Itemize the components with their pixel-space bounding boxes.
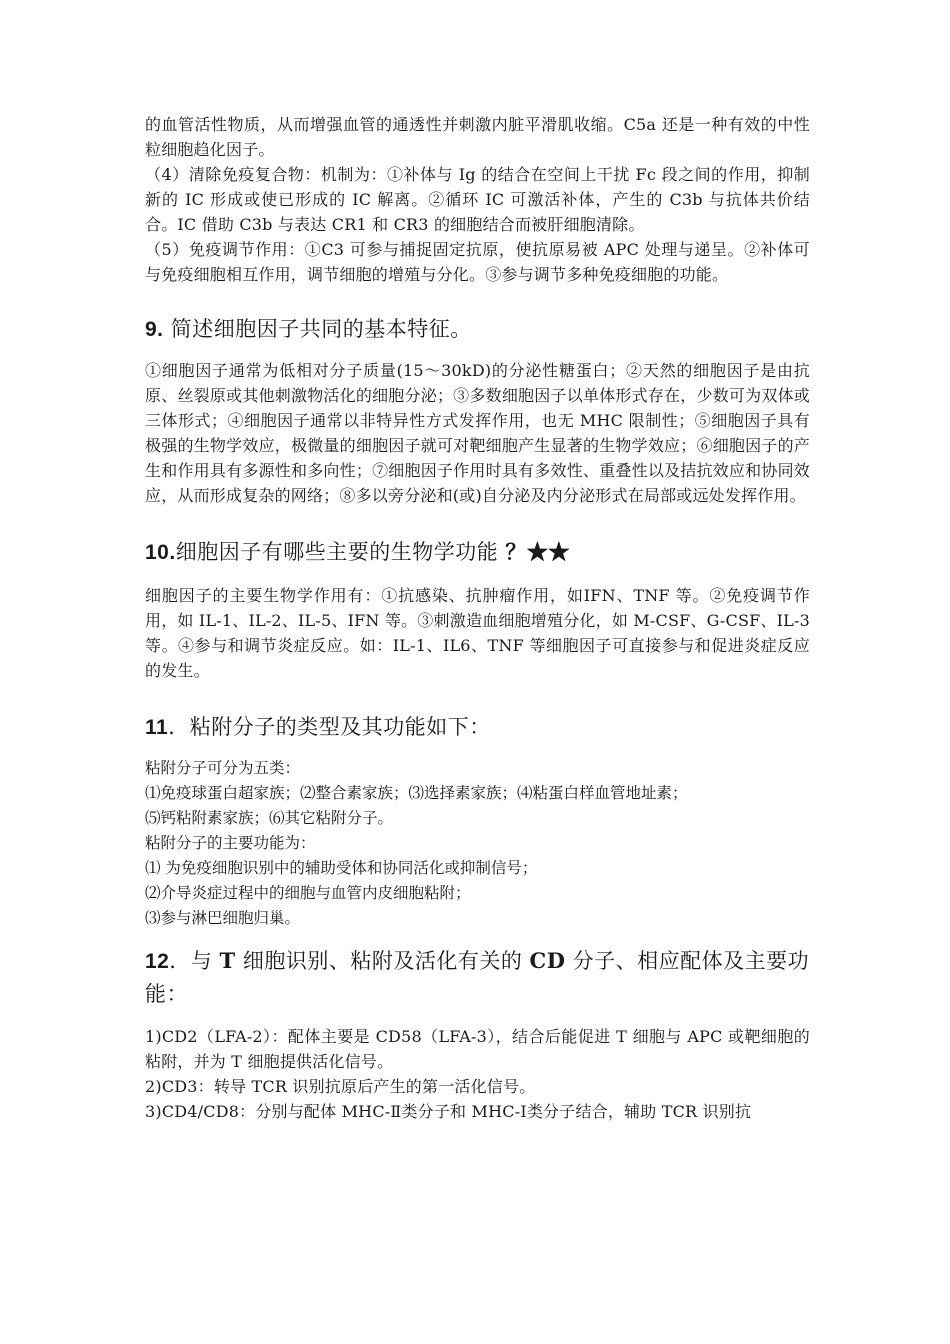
question-title-part: CD bbox=[529, 948, 566, 973]
question-title: 简述细胞因子共同的基本特征。 bbox=[170, 317, 472, 341]
question-title-part: 细胞识别、粘附及活化有关的 bbox=[235, 949, 530, 973]
question-9-heading bbox=[145, 313, 810, 346]
question-10-heading bbox=[145, 536, 810, 569]
question-number: 9. bbox=[145, 318, 164, 341]
adhesion-line: ⑴ 为免疫细胞识别中的辅助受体和协同活化或抑制信号； bbox=[145, 859, 538, 877]
question-title-part: 分子、相应配体及主要功能： bbox=[145, 949, 810, 1006]
answer-9: ①细胞因子通常为低相对分子质量(15～30kD)的分泌性糖蛋白；②天然的细胞因子是由抗原、丝裂原或其他刺激物活化的细胞分泌；③多数细胞因子以单体形式存在，少数可为双体或三体形式；④细胞因子通常以非特异性方式发挥作用，也无 MHC 限制性；⑤细胞因子具有极强的生物学效应，极微量的细胞因子就可对靶细胞产生显著的生物学效应；⑥细胞因子的产生和作用具有多源性和多向性；⑦细胞因子作用时具有多效性、重叠性以及拮抗效应和协同效应，从而形成复杂的网络；⑧多以旁分泌和(或)自分泌及内分泌形式在局部或远处发挥作用。 bbox=[145, 361, 810, 505]
paragraph-immune-regulation: （5）免疫调节作用：①C3 可参与捕捉固定抗原，使抗原易被 APC 处理与递呈。②补体可与免疫细胞相互作用，调节细胞的增殖与分化。③参与调节多种免疫细胞的功能。 bbox=[145, 240, 810, 284]
answer-10: 细胞因子的主要生物学作用有：①抗感染、抗肿瘤作用，如IFN、TNF 等。②免疫调节作用，如 IL-1、IL-2、IL-5、IFN 等。③刺激造血细胞增殖分化，如 M-CSF、G-CSF、IL-3 等。④参与和调节炎症反应。如：IL-1、IL6、TNF 等细胞因子可直接参与和促进炎症反应的发生。 bbox=[145, 586, 810, 680]
question-number: 10. bbox=[145, 541, 176, 564]
paragraph-c5a: 的血管活性物质，从而增强血管的通透性并刺激内脏平滑肌收缩。C5a 还是一种有效的中性粒细胞趋化因子。 bbox=[145, 115, 810, 159]
question-title: ．粘附分子的类型及其功能如下： bbox=[168, 715, 491, 739]
cd-item: 2)CD3：转导 TCR 识别抗原后产生的第一活化信号。 bbox=[145, 1077, 536, 1096]
question-number: 12 bbox=[145, 950, 170, 973]
question-number: 11 bbox=[145, 716, 169, 739]
star-mark: ？★★ bbox=[505, 539, 570, 564]
question-title: 细胞因子有哪些主要的生物学功能 bbox=[175, 540, 499, 564]
question-12-heading bbox=[145, 945, 810, 1010]
question-title-part: ．与 bbox=[169, 949, 220, 973]
question-11-heading bbox=[145, 711, 810, 744]
adhesion-line: ⑸钙粘附素家族；⑹其它粘附分子。 bbox=[145, 809, 394, 827]
question-title-part: T bbox=[219, 948, 236, 973]
paragraph-immune-complex: （4）清除免疫复合物：机制为：①补体与 Ig 的结合在空间上干扰 Fc 段之间的作用，抑制新的 IC 形成或使已形成的 IC 解离。②循环 IC 可激活补体，产生的 C3b 与抗体共价结合。IC 借助 C3b 与表达 CR1 和 CR3 的细胞结合而被肝细胞清除。 bbox=[145, 165, 810, 234]
adhesion-line: ⑶参与淋巴细胞归巢。 bbox=[145, 909, 301, 927]
adhesion-line: ⑵介导炎症过程中的细胞与血管内皮细胞粘附； bbox=[145, 884, 471, 902]
cd-item: 1)CD2（LFA-2）：配体主要是 CD58（LFA-3），结合后能促进 T 细胞与 APC 或靶细胞的粘附，并为 T 细胞提供活化信号。 bbox=[145, 1027, 810, 1071]
cd-item: 3)CD4/CD8：分别与配体 MHC-Ⅱ类分子和 MHC-Ⅰ类分子结合，辅助 TCR 识别抗 bbox=[145, 1102, 752, 1121]
adhesion-line: 粘附分子的主要功能为： bbox=[145, 834, 316, 852]
adhesion-line: 粘附分子可分为五类： bbox=[145, 759, 301, 777]
adhesion-line: ⑴免疫球蛋白超家族；⑵整合素家族；⑶选择素家族；⑷粘蛋白样血管地址素； bbox=[145, 784, 688, 802]
page-content bbox=[145, 112, 810, 1124]
